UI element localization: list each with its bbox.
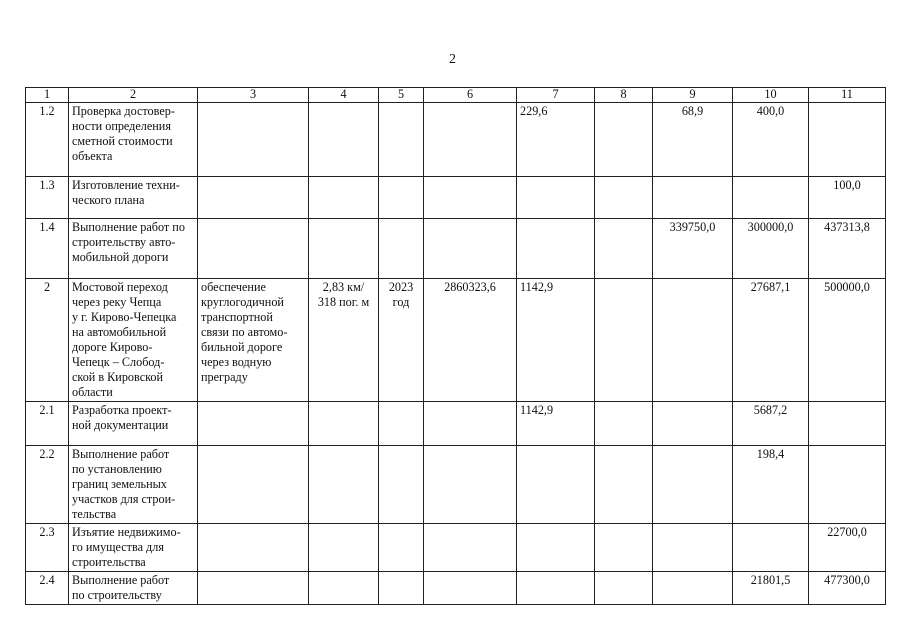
table-cell bbox=[379, 219, 424, 279]
table-cell bbox=[517, 219, 595, 279]
table-cell: 2.1 bbox=[26, 402, 69, 446]
table-cell bbox=[517, 446, 595, 524]
table-cell: 2.2 bbox=[26, 446, 69, 524]
column-header: 11 bbox=[809, 88, 886, 103]
table-cell bbox=[379, 103, 424, 177]
table-cell: Выполнение работ по строительству bbox=[69, 572, 198, 605]
table-cell bbox=[379, 572, 424, 605]
table-cell bbox=[517, 177, 595, 219]
table-cell bbox=[309, 572, 379, 605]
table-cell bbox=[424, 103, 517, 177]
page-number: 2 bbox=[449, 52, 456, 67]
table-cell: 339750,0 bbox=[653, 219, 733, 279]
table-cell bbox=[309, 402, 379, 446]
table-row bbox=[26, 402, 886, 446]
table-cell bbox=[198, 446, 309, 524]
table-cell bbox=[809, 103, 886, 177]
table-cell bbox=[424, 402, 517, 446]
table-cell: Проверка достовер- ности определения сметной стоимости объекта bbox=[69, 103, 198, 177]
table-cell bbox=[653, 177, 733, 219]
column-header: 7 bbox=[517, 88, 595, 103]
table-cell bbox=[733, 524, 809, 572]
table-cell bbox=[595, 177, 653, 219]
table-cell: 2.3 bbox=[26, 524, 69, 572]
table-cell bbox=[424, 572, 517, 605]
table-cell: Изъятие недвижимо- го имущества для строительства bbox=[69, 524, 198, 572]
column-header: 9 bbox=[653, 88, 733, 103]
table-row bbox=[26, 177, 886, 219]
table-cell bbox=[595, 279, 653, 402]
table-cell bbox=[424, 177, 517, 219]
table-cell bbox=[733, 177, 809, 219]
table-cell: 1.2 bbox=[26, 103, 69, 177]
table-cell: 1142,9 bbox=[517, 279, 595, 402]
table-cell bbox=[595, 446, 653, 524]
table-cell bbox=[309, 446, 379, 524]
table-cell: Выполнение работ по установлению границ земельных участков для строи- тельства bbox=[69, 446, 198, 524]
table-cell: 1.4 bbox=[26, 219, 69, 279]
table-cell: 27687,1 bbox=[733, 279, 809, 402]
table-cell: 100,0 bbox=[809, 177, 886, 219]
table-cell: 2023 год bbox=[379, 279, 424, 402]
table-cell: 229,6 bbox=[517, 103, 595, 177]
table-cell: 22700,0 bbox=[809, 524, 886, 572]
table-cell bbox=[309, 103, 379, 177]
column-header: 5 bbox=[379, 88, 424, 103]
table-cell bbox=[424, 524, 517, 572]
table-cell: Изготовление техни- ческого плана bbox=[69, 177, 198, 219]
table-cell: Разработка проект- ной документации bbox=[69, 402, 198, 446]
table-cell: 500000,0 bbox=[809, 279, 886, 402]
column-header: 4 bbox=[309, 88, 379, 103]
table-cell bbox=[653, 279, 733, 402]
table-cell bbox=[653, 446, 733, 524]
table-cell: 2,83 км/ 318 пог. м bbox=[309, 279, 379, 402]
table-cell bbox=[198, 402, 309, 446]
table-cell: 1.3 bbox=[26, 177, 69, 219]
table-row bbox=[26, 103, 886, 177]
table-cell bbox=[653, 572, 733, 605]
table-cell bbox=[424, 446, 517, 524]
table-cell: Мостовой переход через реку Чепца у г. Кирово-Чепецка на автомобильной дороге Кирово- Чепецк – Слобод- ской в Кировской области bbox=[69, 279, 198, 402]
table-header-row bbox=[26, 88, 886, 103]
table-cell bbox=[653, 524, 733, 572]
column-header: 8 bbox=[595, 88, 653, 103]
column-header: 3 bbox=[198, 88, 309, 103]
table-cell: 400,0 bbox=[733, 103, 809, 177]
table-cell bbox=[379, 446, 424, 524]
table-cell bbox=[379, 402, 424, 446]
table-cell bbox=[198, 177, 309, 219]
table-cell: обеспечение круглогодичной транспортной связи по автомо- бильной дороге через водную преграду bbox=[198, 279, 309, 402]
column-header: 6 bbox=[424, 88, 517, 103]
table-cell: 477300,0 bbox=[809, 572, 886, 605]
table-cell: 2860323,6 bbox=[424, 279, 517, 402]
table-cell bbox=[198, 572, 309, 605]
table-cell: 21801,5 bbox=[733, 572, 809, 605]
table-row bbox=[26, 524, 886, 572]
table-cell bbox=[517, 524, 595, 572]
table-cell: 2.4 bbox=[26, 572, 69, 605]
table-cell bbox=[653, 402, 733, 446]
table-cell bbox=[517, 572, 595, 605]
table-cell bbox=[379, 524, 424, 572]
table-row bbox=[26, 572, 886, 605]
table-cell bbox=[309, 177, 379, 219]
table-cell: 2 bbox=[26, 279, 69, 402]
table-cell bbox=[424, 219, 517, 279]
table-cell bbox=[595, 524, 653, 572]
table-cell: 5687,2 bbox=[733, 402, 809, 446]
table-cell bbox=[595, 219, 653, 279]
table-cell: 437313,8 bbox=[809, 219, 886, 279]
table-cell bbox=[809, 402, 886, 446]
table-cell: Выполнение работ по строительству авто- мобильной дороги bbox=[69, 219, 198, 279]
table-cell: 1142,9 bbox=[517, 402, 595, 446]
column-header: 2 bbox=[69, 88, 198, 103]
budget-table bbox=[25, 87, 886, 605]
table-cell bbox=[595, 103, 653, 177]
table-cell: 198,4 bbox=[733, 446, 809, 524]
table-cell bbox=[379, 177, 424, 219]
table-row bbox=[26, 279, 886, 402]
table-cell bbox=[809, 446, 886, 524]
table-cell: 68,9 bbox=[653, 103, 733, 177]
table-cell bbox=[198, 103, 309, 177]
table-cell bbox=[198, 524, 309, 572]
table-cell bbox=[595, 572, 653, 605]
table-row bbox=[26, 446, 886, 524]
table-cell: 300000,0 bbox=[733, 219, 809, 279]
table-cell bbox=[309, 524, 379, 572]
column-header: 10 bbox=[733, 88, 809, 103]
table-cell bbox=[198, 219, 309, 279]
table-cell bbox=[309, 219, 379, 279]
table-row bbox=[26, 219, 886, 279]
table-cell bbox=[595, 402, 653, 446]
column-header: 1 bbox=[26, 88, 69, 103]
